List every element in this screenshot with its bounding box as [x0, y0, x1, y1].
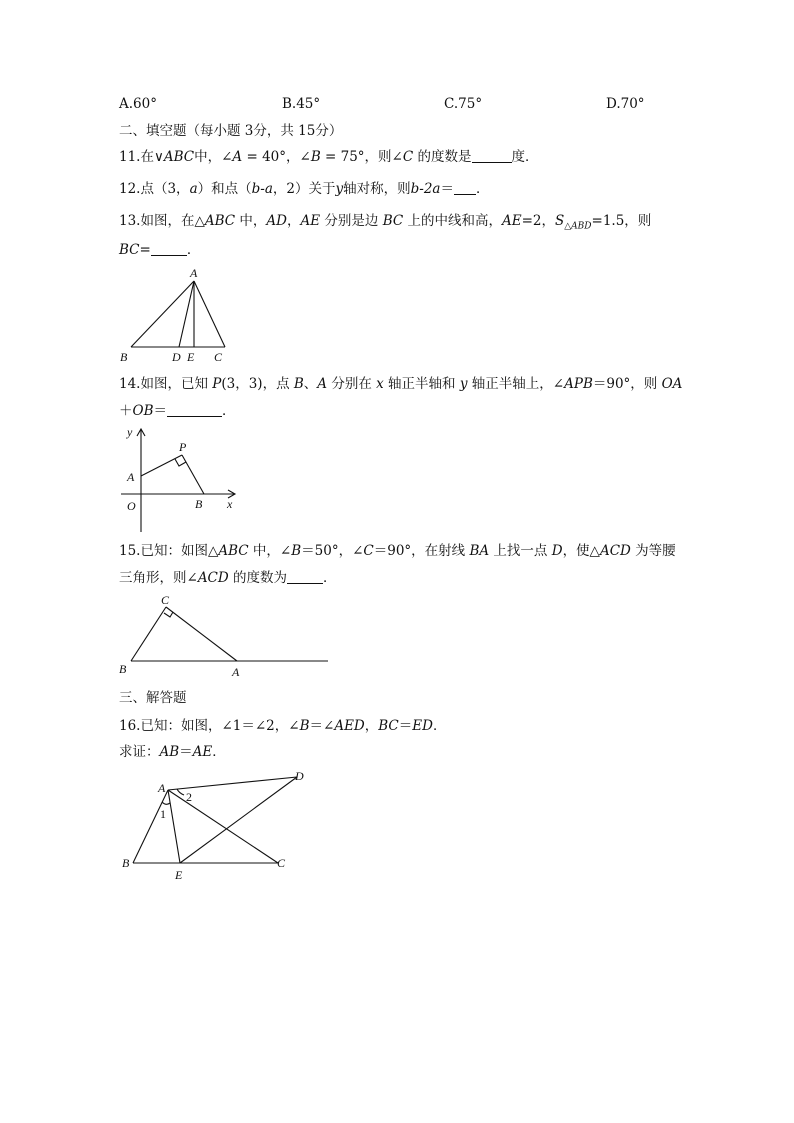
label-b: B [120, 350, 128, 364]
side-bc [131, 607, 166, 661]
option-d: D.70° [606, 96, 645, 112]
side-ac [194, 281, 225, 347]
label-x: x [227, 497, 233, 511]
right-angle-mark [164, 612, 173, 617]
section-2-heading: 二、填空题（每小题 3分，共 15分） [119, 123, 343, 139]
label-a: A [127, 470, 135, 484]
label-e: E [187, 350, 195, 364]
label-d: D [172, 350, 181, 364]
answer-blank[interactable] [167, 402, 222, 417]
section-3-heading: 三、解答题 [119, 690, 187, 706]
x-axis-arrow [228, 490, 235, 498]
segment-ap [141, 455, 182, 476]
question-15-line-2: 三角形，则∠ACD 的度数为 ． [119, 570, 337, 586]
right-angle-mark [175, 459, 186, 466]
question-14: 14.如图，已知 P(3，3)，点 B、A 分别在 x 轴正半轴和 y 轴正半轴上，∠APB＝90°，则 OA [119, 376, 683, 392]
label-d: D [295, 769, 304, 783]
question-16-line-2: 求证：AB＝AE． [119, 744, 226, 760]
answer-blank[interactable] [151, 241, 187, 256]
angle-1-arc [162, 802, 170, 804]
segment-ab [133, 790, 168, 863]
segment-ad [168, 777, 297, 790]
answer-blank[interactable] [472, 148, 512, 163]
answer-blank[interactable] [454, 180, 476, 195]
segment-ac [168, 790, 278, 863]
label-angle-1: 1 [160, 807, 166, 821]
label-a: A [232, 665, 240, 679]
side-ca [166, 607, 237, 661]
question-13-line-2: BC= ． [119, 242, 201, 258]
label-b: B [119, 662, 127, 676]
median-ad [179, 281, 194, 347]
question-14-line-2: ＋OB＝ ． [119, 403, 236, 419]
option-c: C.75° [444, 96, 483, 112]
answer-blank[interactable] [287, 569, 323, 584]
segment-ae [168, 790, 180, 863]
side-ab [131, 281, 194, 347]
option-b: B.45° [282, 96, 321, 112]
segment-pb [182, 455, 204, 494]
question-16: 16.已知：如图，∠1＝∠2，∠B＝∠AED，BC＝ED． [119, 718, 447, 734]
label-p: P [179, 440, 187, 454]
label-e: E [175, 868, 183, 882]
label-c: C [277, 856, 286, 870]
label-angle-2: 2 [186, 790, 192, 804]
label-a: A [158, 781, 166, 795]
label-c: C [161, 593, 170, 607]
label-o: O [127, 499, 136, 513]
label-y: y [127, 425, 133, 439]
question-12: 12.点（3，a）和点（b-a，2）关于y轴对称，则b-2a＝ ． [119, 181, 490, 197]
label-b: B [195, 497, 203, 511]
label-b: B [122, 856, 130, 870]
y-axis-arrow [137, 429, 145, 436]
label-a: A [190, 266, 198, 280]
segment-ed [180, 777, 297, 863]
label-c: C [214, 350, 223, 364]
question-11: 11.在∨ABC中，∠A = 40°，∠B = 75°，则∠C 的度数是 度． [119, 149, 539, 165]
option-a: A.60° [119, 96, 157, 112]
question-13: 13.如图，在△ABC 中，AD，AE 分别是边 BC 上的中线和高，AE=2，$S_{\triangle ABD}=1.5$，则 [119, 213, 652, 232]
question-15: 15.已知：如图△ABC 中，∠B＝50°，∠C＝90°，在射线 BA 上找一点 D，使△ACD 为等腰 [119, 543, 676, 559]
angle-2-arc [177, 789, 184, 795]
